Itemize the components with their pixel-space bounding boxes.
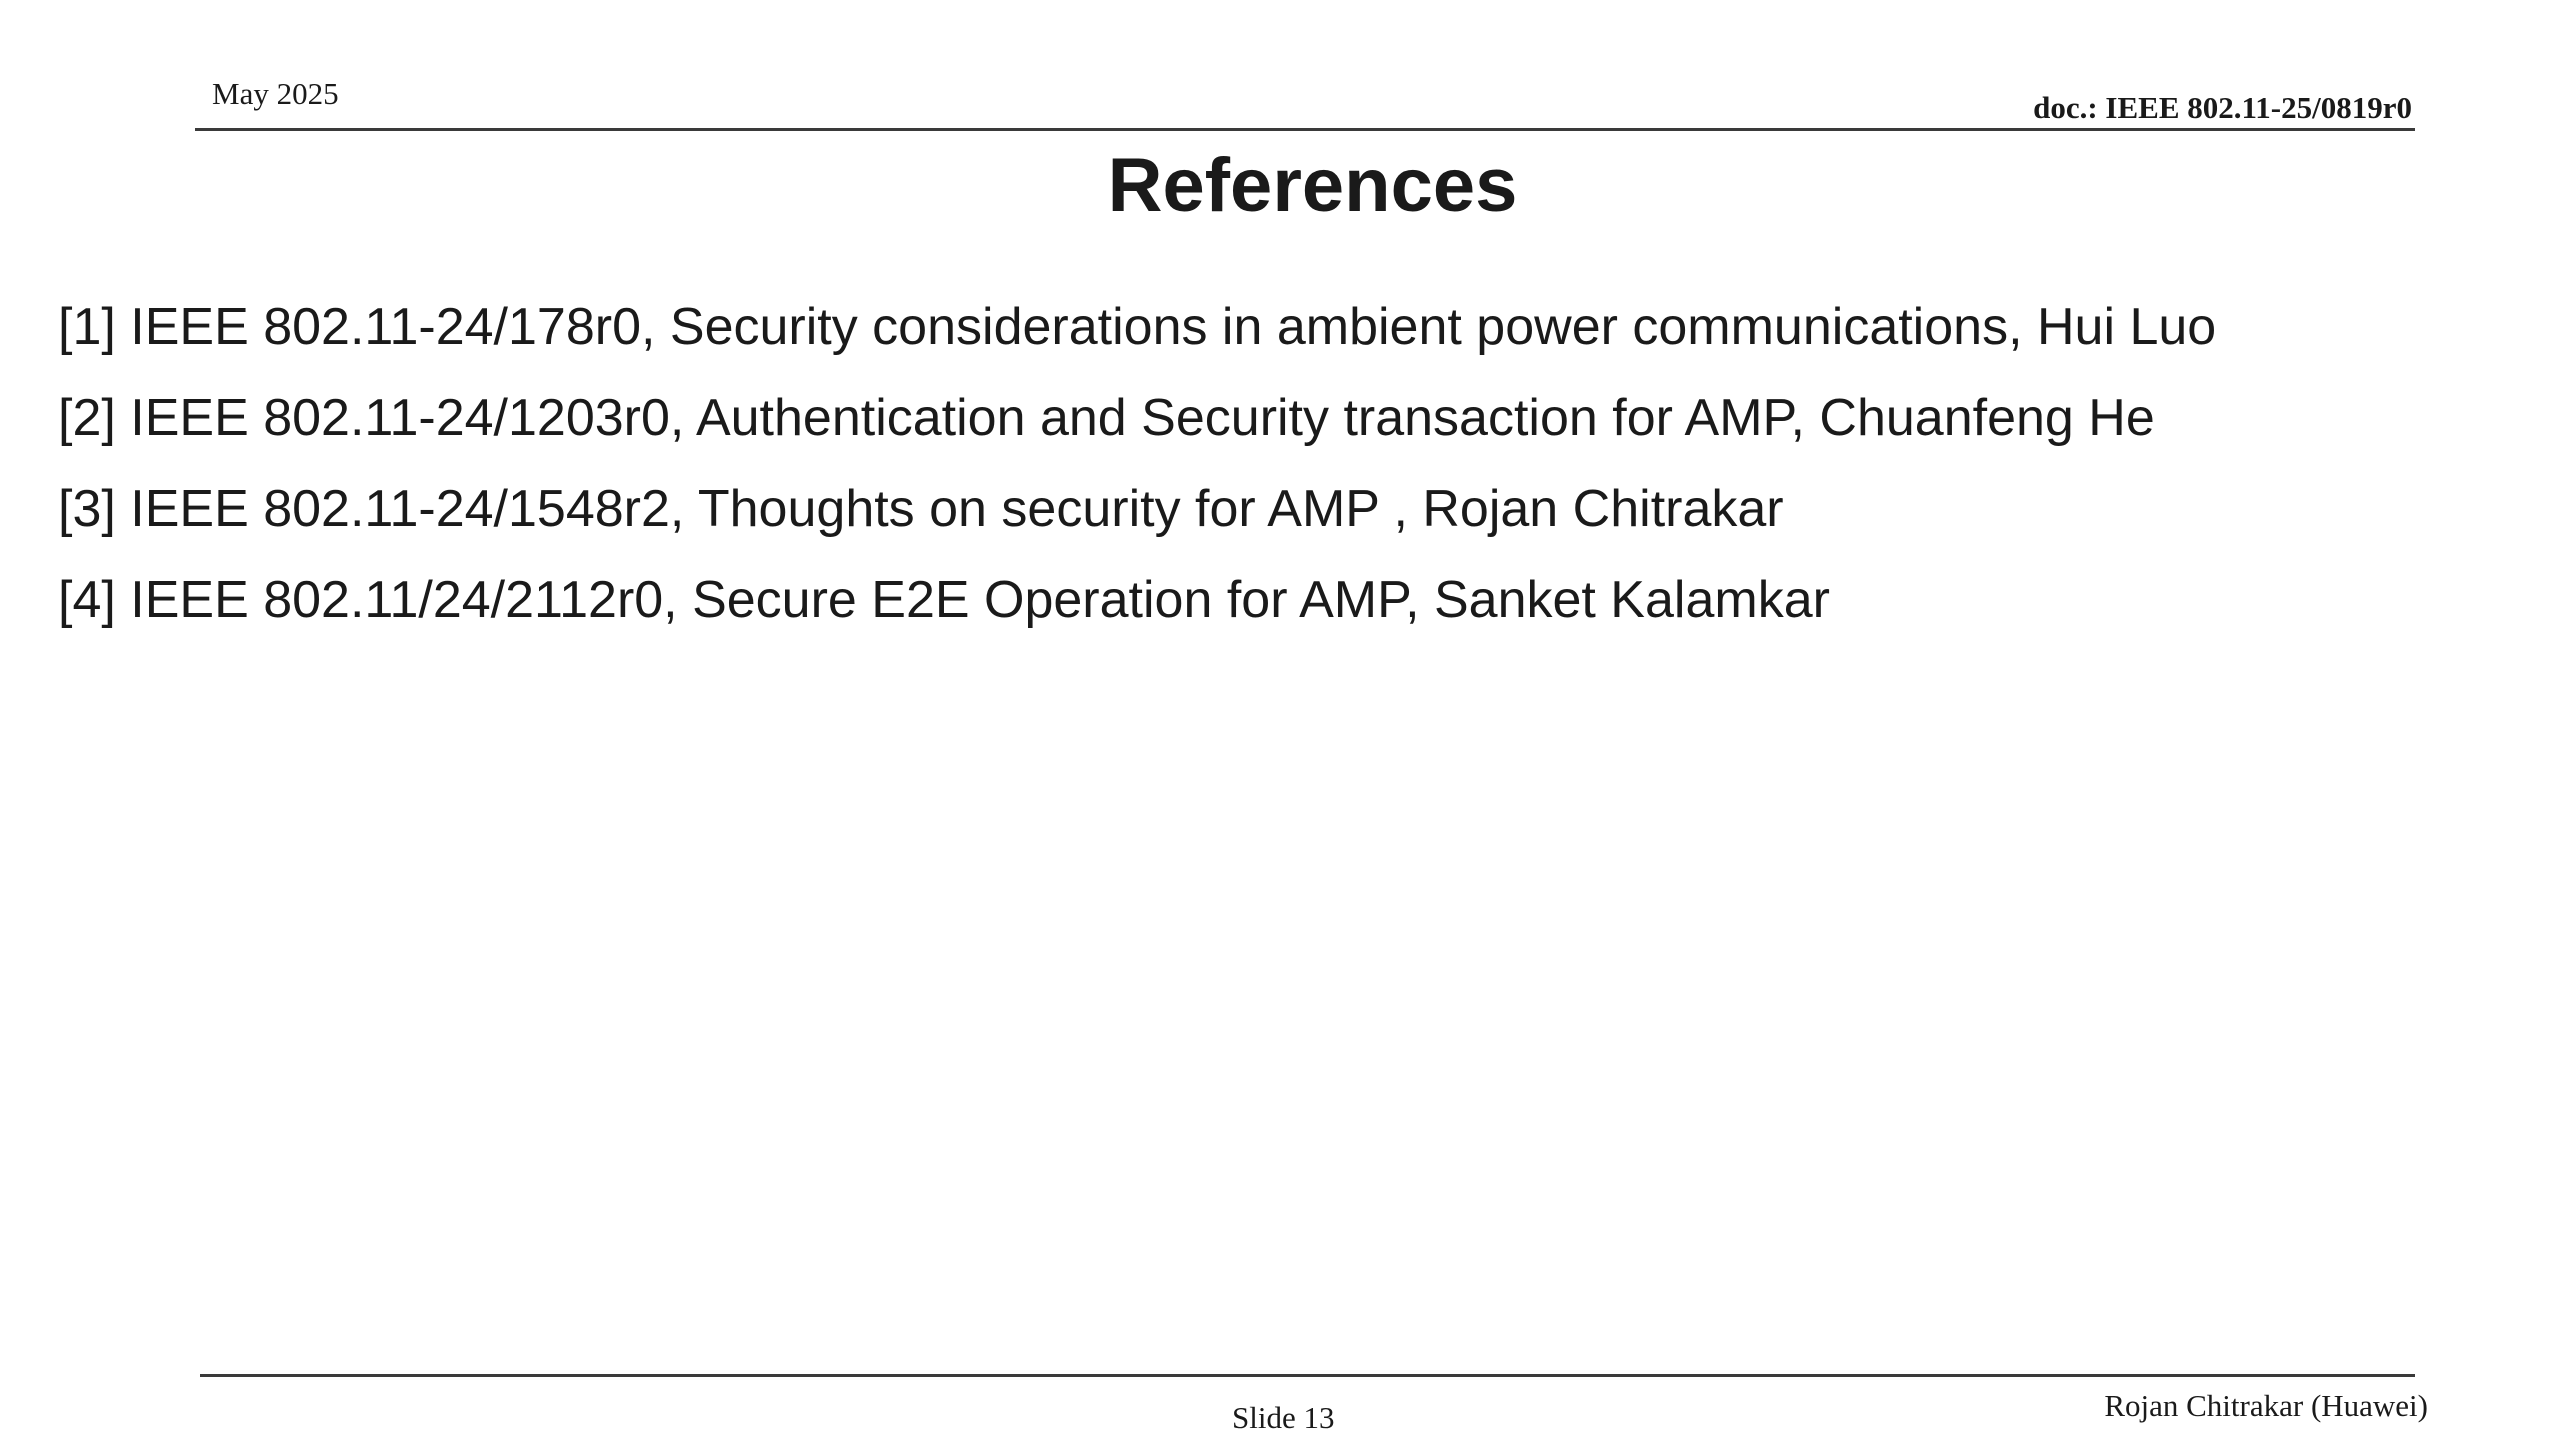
header-divider (195, 128, 2415, 131)
reference-item-1: [1] IEEE 802.11-24/178r0, Security considerations in ambient power communications, Hui Luo (58, 298, 2217, 356)
footer-author: Rojan Chitrakar (Huawei) (2104, 1388, 2428, 1423)
reference-list (58, 282, 2216, 646)
footer-divider (200, 1374, 2415, 1377)
header-date: May 2025 (212, 76, 339, 111)
reference-item-3: [3] IEEE 802.11-24/1548r2, Thoughts on security for AMP , Rojan Chitrakar (58, 480, 1784, 538)
slide-title: References (1107, 143, 1518, 228)
header-doc-id: doc.: IEEE 802.11-25/0819r0 (2033, 90, 2412, 125)
reference-item-2: [2] IEEE 802.11-24/1203r0, Authentication and Security transaction for AMP, Chuanfeng He (58, 389, 2155, 447)
reference-item-4: [4] IEEE 802.11/24/2112r0, Secure E2E Operation for AMP, Sanket Kalamkar (58, 571, 1830, 629)
footer-slide-number: Slide 13 (1232, 1400, 1335, 1435)
